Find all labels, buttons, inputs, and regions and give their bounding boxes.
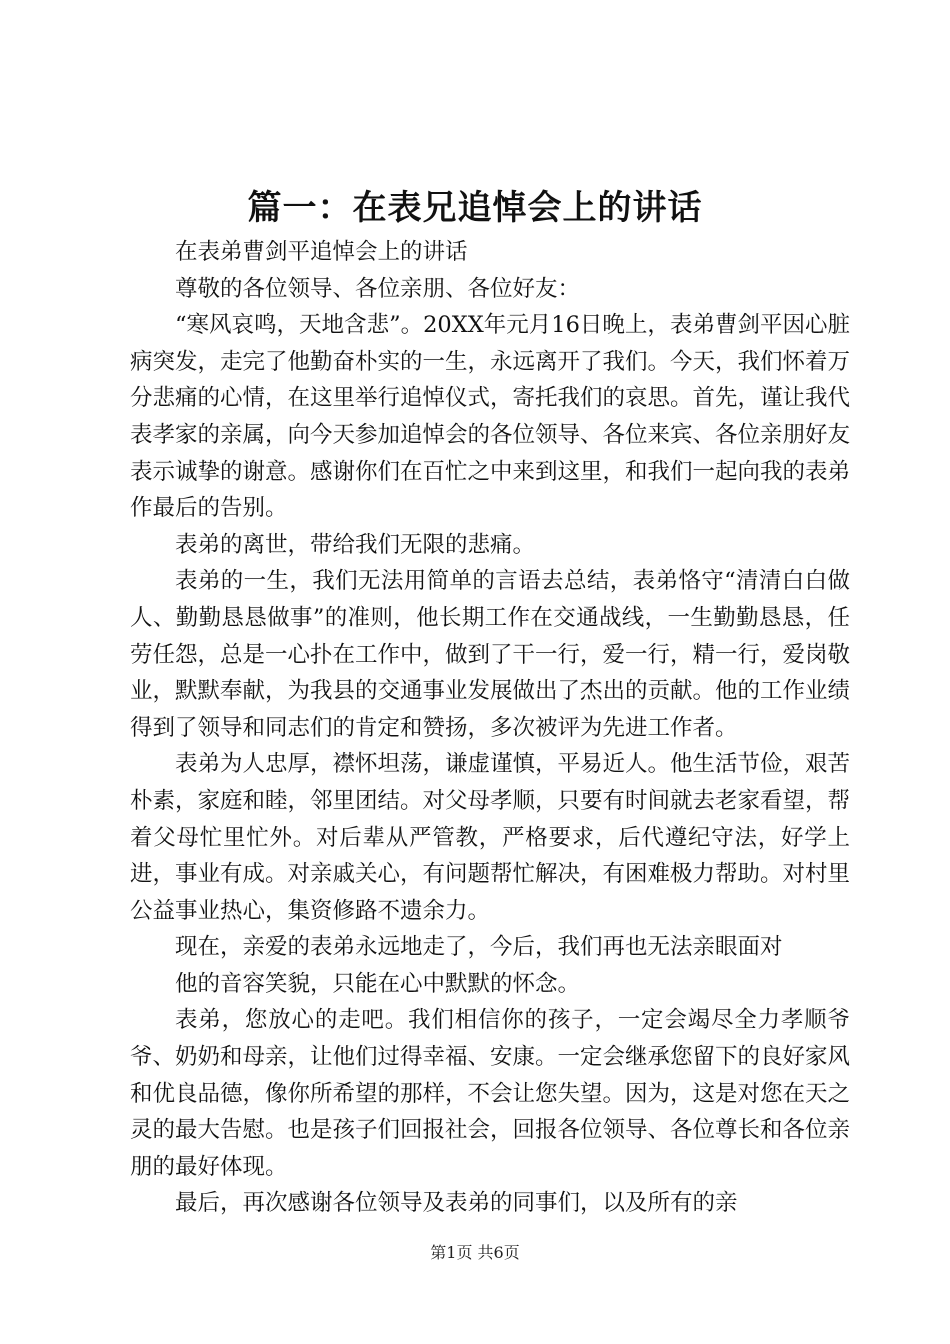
paragraph-character: 表弟为人忠厚，襟怀坦荡，谦虚谨慎，平易近人。他生活节俭，艰苦朴素，家庭和睦，邻里团结。对父母孝顺，只要有时间就去老家看望，帮着父母忙里忙外。对后辈从严管教，严格要求，后代遵纪守法，好学上进，事业有成。对亲戚关心，有问题帮忙解决，有困难极力帮助。对村里公益事业热心，集资修路不遗余力。 xyxy=(130,751,851,924)
paragraph-subtitle: 在表弟曹剑平追悼会上的讲话 xyxy=(175,239,468,265)
paragraph-remembrance: 现在，亲爱的表弟永远地走了，今后，我们再也无法亲眼面对 xyxy=(175,934,783,961)
paragraph-salutation: 尊敬的各位领导、各位亲朋、各位好友： xyxy=(175,275,581,302)
paragraph-grief: 表弟的离世，带给我们无限的悲痛。 xyxy=(175,531,536,558)
document-body xyxy=(130,234,850,1222)
paragraph-farewell: 表弟，您放心的走吧。我们相信你的孩子，一定会竭尽全力孝顺爷爷、奶奶和母亲，让他们过得幸福、安康。一定会继承您留下的良好家风和优良品德，像你所希望的那样，不会让您失望。因为，这是对您在天之灵的最大告慰。也是孩子们回报社会，回报各位领导、各位尊长和各位亲朋的最好体现。 xyxy=(130,1007,851,1180)
page-number-footer: 第1页 共6页 xyxy=(430,1243,520,1262)
paragraph-opening: “寒风哀鸣，天地含悲”。20XX年元月16日晚上，表弟曹剑平因心脏病突发，走完了他勤奋朴实的一生，永远离开了我们。今天，我们怀着万分悲痛的心情，在这里举行追悼仪式，寄托我们的哀思。首先，谨让我代表孝家的亲属，向今天参加追悼会的各位领导、各位来宾、各位亲朋好友表示诚挚的谢意。感谢你们在百忙之中来到这里，和我们一起向我的表弟作最后的告别。 xyxy=(130,312,851,522)
paragraph-career: 表弟的一生，我们无法用简单的言语去总结，表弟恪守“清清白白做人、勤勤恳恳做事”的准则，他长期工作在交通战线，一生勤勤恳恳，任劳任怨，总是一心扑在工作中，做到了干一行，爱一行，精一行，爱岗敬业，默默奉献，为我县的交通事业发展做出了杰出的贡献。他的工作业绩得到了领导和同志们的肯定和赞扬，多次被评为先进工作者。 xyxy=(130,568,851,741)
document-title: 篇一：在表兄追悼会上的讲话 xyxy=(247,188,703,228)
paragraph-closing: 最后，再次感谢各位领导及表弟的同事们，以及所有的亲 xyxy=(175,1190,738,1217)
paragraph-remembrance-cont: 他的音容笑貌，只能在心中默默的怀念。 xyxy=(175,970,581,997)
